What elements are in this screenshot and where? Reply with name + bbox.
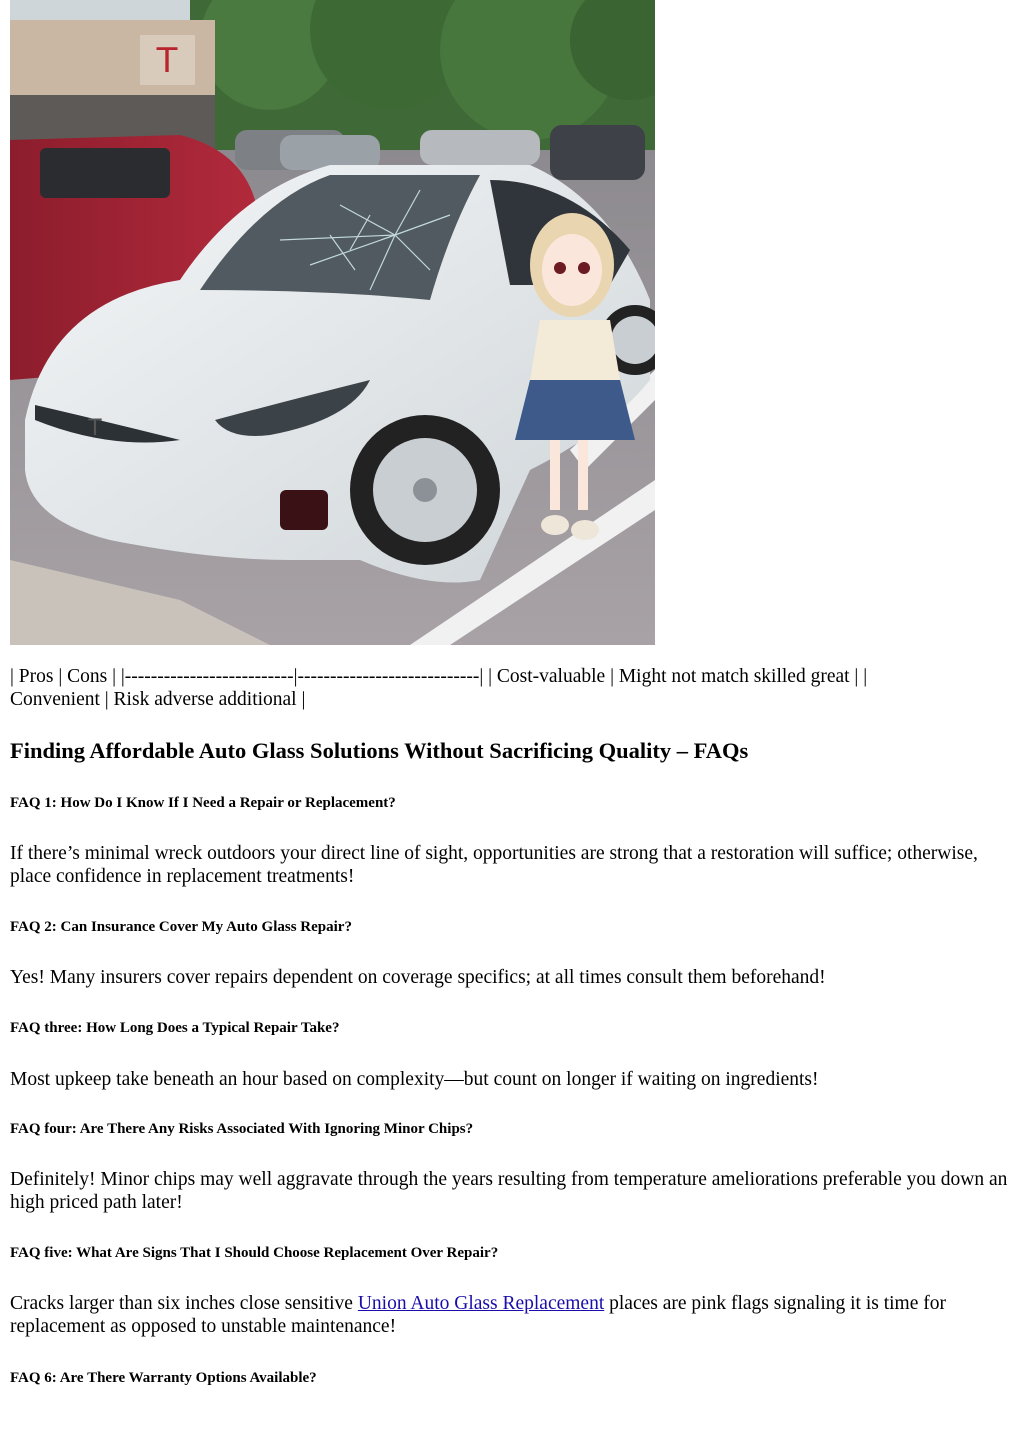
union-auto-glass-link[interactable]: Union Auto Glass Replacement bbox=[357, 1293, 605, 1314]
faq-answer-2: Yes! Many insurers cover repairs dependent on coverage specifics; at all times consult them beforehand! bbox=[10, 967, 826, 988]
faq-question-1: FAQ 1: How Do I Know If I Need a Repair or Replacement? bbox=[10, 795, 396, 811]
faq-answer-5 bbox=[10, 1292, 1010, 1338]
hero-image bbox=[10, 0, 655, 645]
faq-question-4: FAQ four: Are There Any Risks Associated With Ignoring Minor Chips? bbox=[10, 1121, 474, 1137]
svg-text:T: T bbox=[88, 416, 102, 441]
table-text-line-1: | Pros | Cons | |--------------------------|----------------------------| | Cost-valuable | Might not match skilled great | | bbox=[10, 666, 868, 687]
faq-answer-5-before: Cracks larger than six inches close sensitive bbox=[10, 1293, 358, 1314]
section-title: Finding Affordable Auto Glass Solutions Without Sacrificing Quality – FAQs bbox=[10, 738, 749, 763]
pros-cons-table-text bbox=[10, 665, 1010, 711]
faq-question-5: FAQ five: What Are Signs That I Should Choose Replacement Over Repair? bbox=[10, 1245, 499, 1261]
faq-answer-5-after: places are pink flags signaling it is time for replacement as opposed to unstable maintenance! bbox=[10, 1293, 946, 1337]
faq-answer-3: Most upkeep take beneath an hour based on complexity—but count on longer if waiting on ingredients! bbox=[10, 1069, 819, 1090]
faq-question-3: FAQ three: How Long Does a Typical Repair Take? bbox=[10, 1020, 340, 1036]
faq-answer-4: Definitely! Minor chips may well aggravate through the years resulting from temperature ameliorations preferable you down an high priced path later! bbox=[10, 1169, 1008, 1213]
table-text-line-2: Convenient | Risk adverse additional | bbox=[10, 689, 306, 710]
faq-question-6: FAQ 6: Are There Warranty Options Available? bbox=[10, 1370, 317, 1386]
svg-text:T: T bbox=[156, 41, 178, 81]
faq-question-2: FAQ 2: Can Insurance Cover My Auto Glass Repair? bbox=[10, 919, 352, 935]
faq-answer-1: If there’s minimal wreck outdoors your direct line of sight, opportunities are strong that a restoration will suffice; otherwise, place confidence in replacement treatments! bbox=[10, 843, 978, 887]
